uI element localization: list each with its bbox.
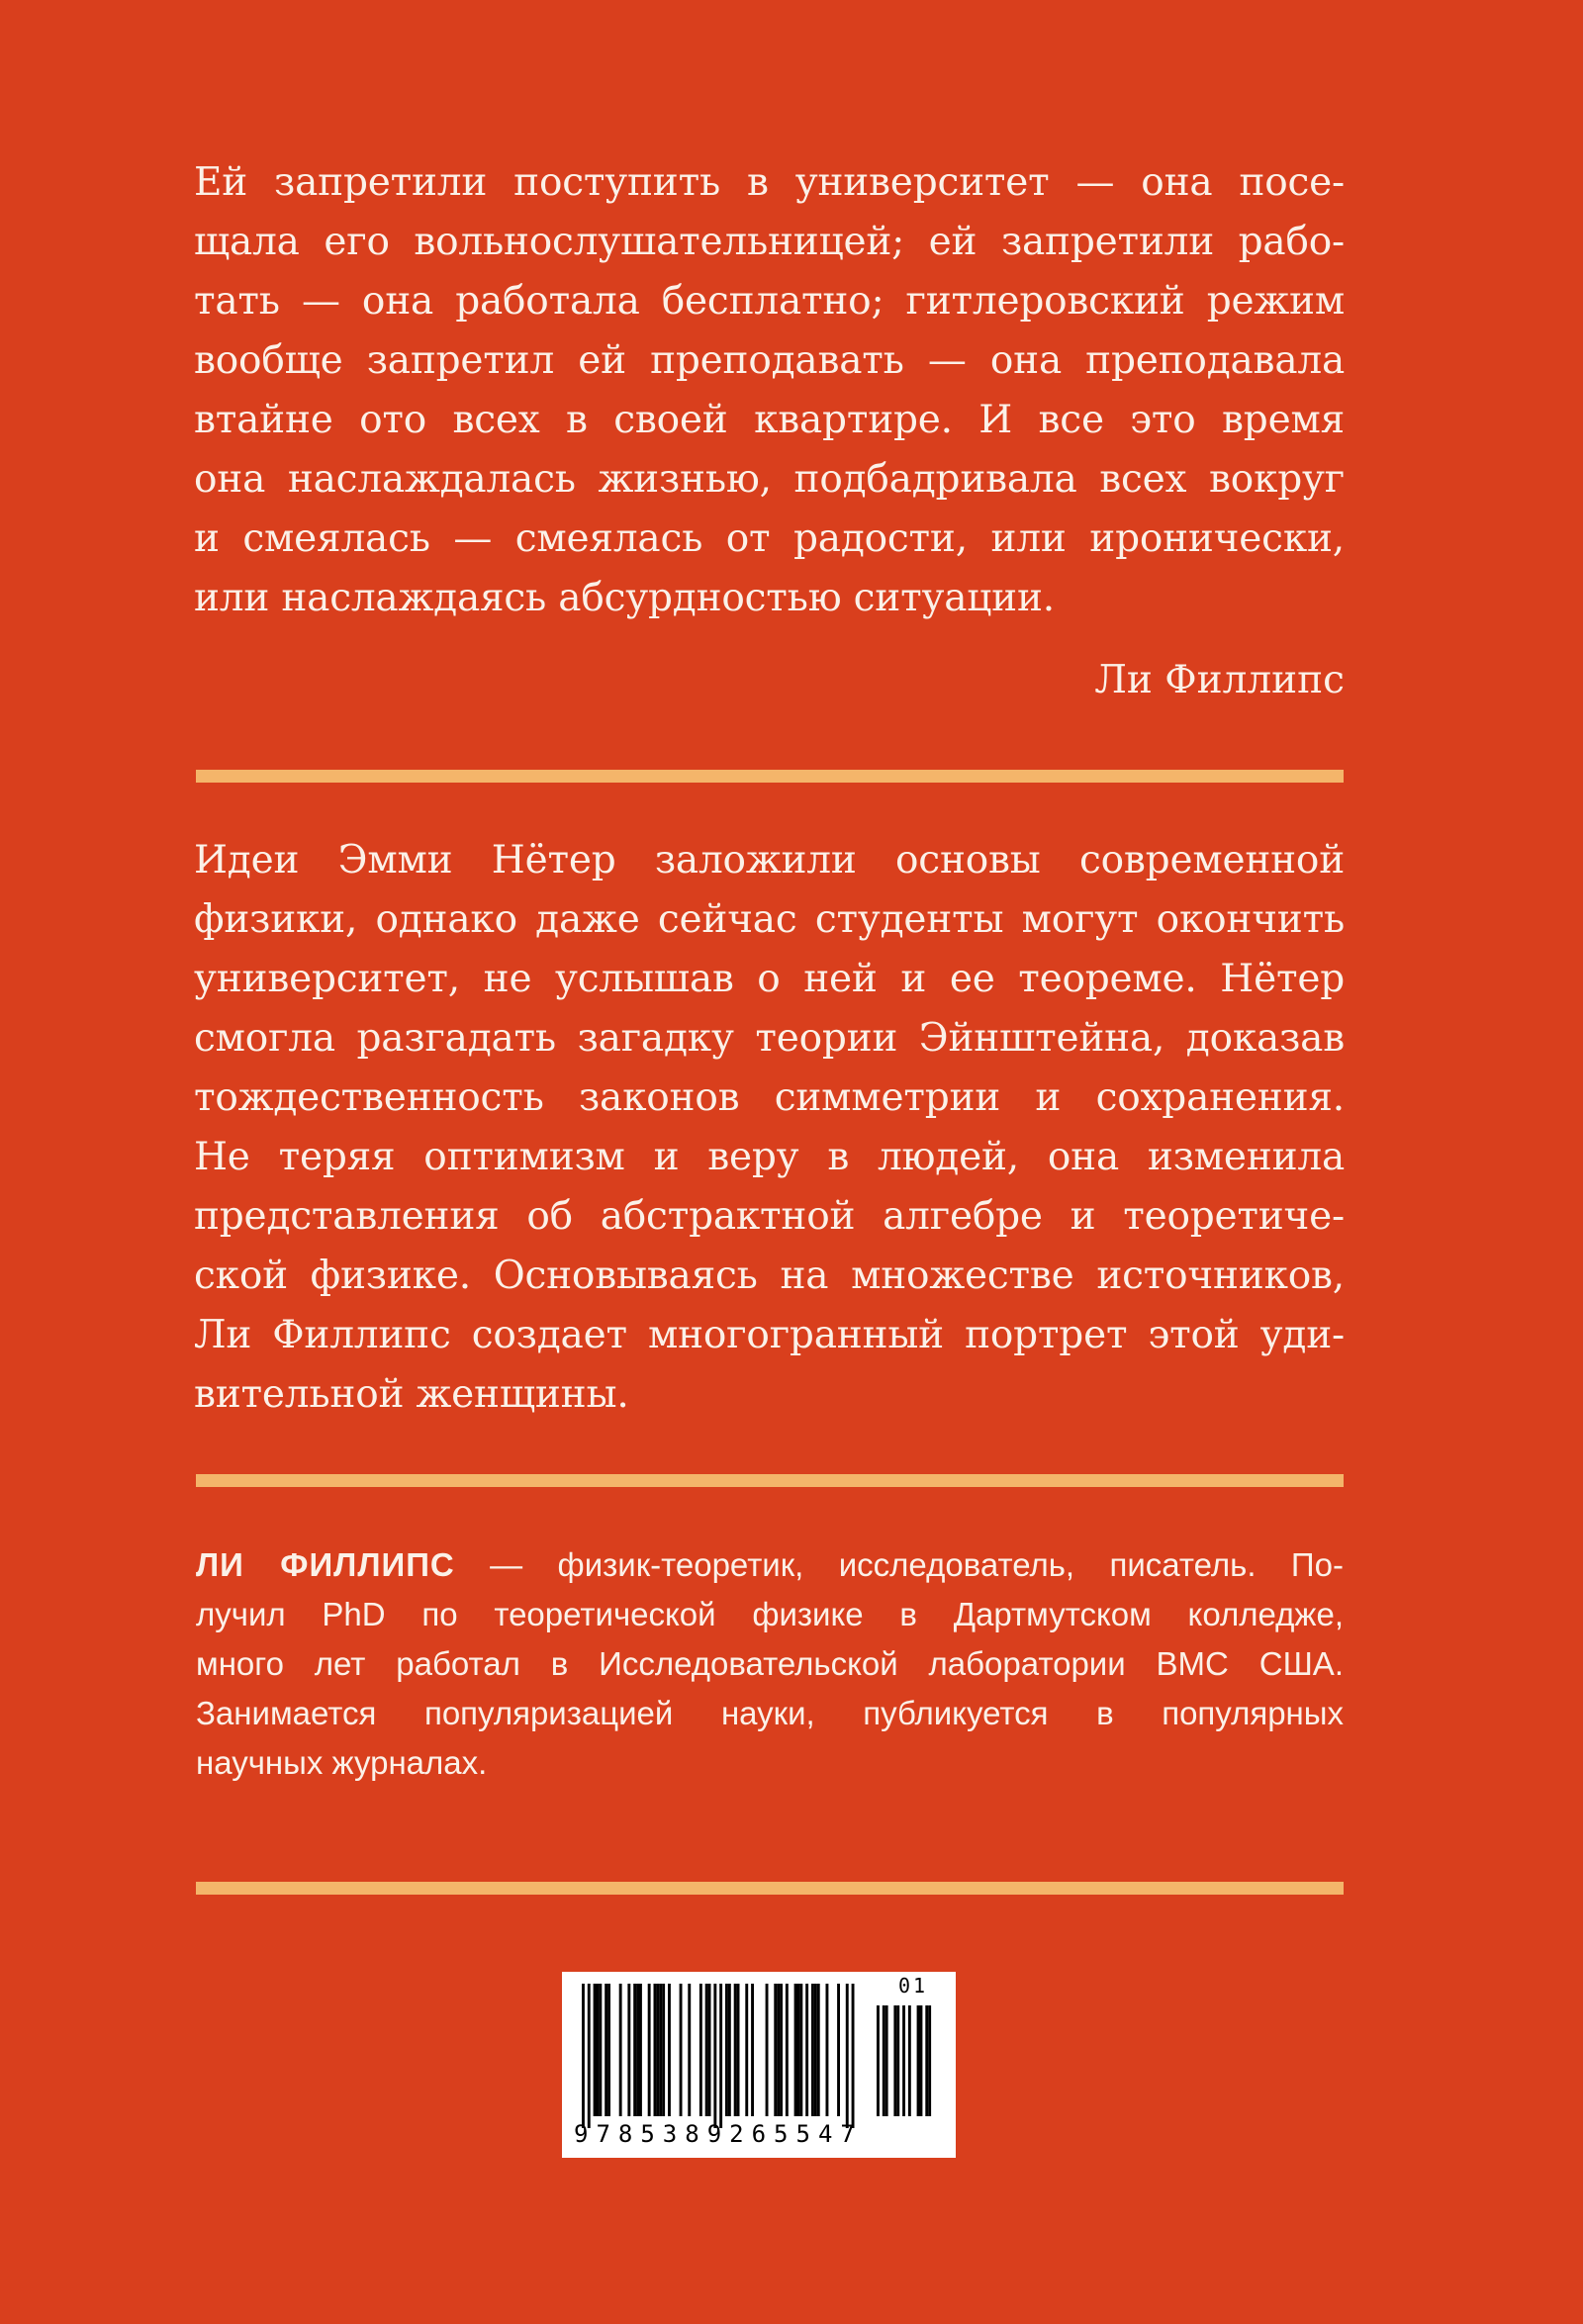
barcode-bar bbox=[780, 1984, 783, 2116]
barcode-bar bbox=[594, 1984, 597, 2116]
barcode-bar bbox=[826, 1984, 829, 2116]
description-line: ской физике. Основываясь на множестве источников, bbox=[194, 1254, 1345, 1298]
barcode-bar bbox=[599, 1984, 602, 2116]
barcode-addon-bar bbox=[896, 2005, 899, 2116]
description-line: физики, однако даже сейчас студенты могут окончить bbox=[194, 897, 1345, 942]
barcode-bar bbox=[852, 1984, 855, 2128]
divider-rule bbox=[196, 1882, 1344, 1895]
bio-line: научных журналах. bbox=[196, 1744, 488, 1781]
barcode-addon-bar bbox=[902, 2005, 905, 2116]
barcode-addon-bar bbox=[893, 2005, 896, 2116]
barcode-bar bbox=[668, 1984, 671, 2116]
barcode-bar bbox=[774, 1984, 777, 2116]
barcode-addon-bar bbox=[928, 2005, 931, 2116]
quote-line: она наслаждалась жизнью, подбадривала всех вокруг bbox=[194, 457, 1345, 502]
description-line: Идеи Эмми Нётер заложили основы современной bbox=[194, 838, 1345, 883]
barcode-bar bbox=[734, 1984, 737, 2116]
author-bio bbox=[196, 1540, 1344, 1788]
book-description bbox=[194, 831, 1345, 1425]
barcode-bar bbox=[737, 1984, 740, 2116]
barcode-bar bbox=[607, 1984, 610, 2116]
barcode-bar bbox=[582, 1984, 585, 2128]
barcode-bar bbox=[725, 1984, 728, 2116]
description-line: университет, не услышав о ней и ее теореме. Нётер bbox=[194, 957, 1345, 1001]
quote-line: щала его вольнослушательницей; ей запретили рабо- bbox=[194, 220, 1345, 264]
description-line: Ли Филлипс создает многогранный портрет этой уди- bbox=[194, 1313, 1345, 1357]
description-line: вительной женщины. bbox=[194, 1372, 629, 1417]
barcode-bar bbox=[728, 1984, 731, 2116]
barcode-bar bbox=[705, 1984, 708, 2116]
author-name: ЛИ ФИЛЛИПС bbox=[196, 1546, 455, 1583]
barcode-addon-bar bbox=[920, 2005, 923, 2116]
barcode-bar bbox=[811, 1984, 814, 2116]
description-line: представления об абстрактной алгебре и теоретиче- bbox=[194, 1194, 1345, 1239]
barcode-bar bbox=[627, 1984, 630, 2116]
isbn-barcode bbox=[562, 1972, 956, 2158]
barcode-bar bbox=[597, 1984, 600, 2116]
barcode-bar bbox=[846, 1984, 849, 2128]
barcode-bar bbox=[777, 1984, 780, 2116]
barcode-addon-bar bbox=[908, 2005, 911, 2116]
quote-line: тать — она работала бесплатно; гитлеровский режим bbox=[194, 279, 1345, 324]
bio-line: лучил PhD по теоретической физике в Дартмутском колледже, bbox=[196, 1596, 1344, 1632]
barcode-bar bbox=[719, 1984, 722, 2128]
divider-rule bbox=[196, 1474, 1344, 1487]
barcode-bar bbox=[805, 1984, 808, 2116]
barcode-bar bbox=[605, 1984, 607, 2116]
bio-line: много лет работал в Исследовательской лаборатории ВМС США. bbox=[196, 1645, 1344, 1682]
quote-author: Ли Филлипс bbox=[1094, 658, 1345, 702]
bio-line: Занимается популяризацией науки, публикуется в популярных bbox=[196, 1695, 1344, 1731]
barcode-bar bbox=[619, 1984, 622, 2116]
barcode-bar bbox=[794, 1984, 797, 2116]
barcode-addon-bar bbox=[925, 2005, 928, 2116]
barcode-bar bbox=[648, 1984, 651, 2116]
barcode-bar bbox=[713, 1984, 716, 2128]
barcode-bar bbox=[699, 1984, 702, 2116]
description-line: смогла разгадать загадку теории Эйнштейна, доказав bbox=[194, 1016, 1345, 1061]
barcode-bar bbox=[786, 1984, 789, 2116]
barcode-bar bbox=[680, 1984, 683, 2116]
description-line: тождественность законов симметрии и сохранения. bbox=[194, 1075, 1345, 1120]
barcode-addon-bar bbox=[885, 2005, 888, 2116]
isbn-number: 9785389265547 bbox=[574, 2120, 863, 2148]
divider-rule bbox=[196, 770, 1344, 783]
barcode-bar bbox=[662, 1984, 665, 2116]
description-line: Не теряя оптимизм и веру в людей, она изменила bbox=[194, 1135, 1345, 1179]
barcode-addon: 01 bbox=[898, 1974, 929, 1998]
barcode-bar bbox=[633, 1984, 636, 2116]
barcode-bar bbox=[654, 1984, 657, 2116]
barcode-addon-bar bbox=[877, 2005, 880, 2116]
quote-line: и смеялась — смеялась от радости, или иронически, bbox=[194, 516, 1345, 561]
barcode-addon-bar bbox=[917, 2005, 920, 2116]
barcode-bar bbox=[639, 1984, 642, 2116]
barcode-bar bbox=[588, 1984, 591, 2128]
barcode-bar bbox=[708, 1984, 711, 2116]
barcode-bar bbox=[688, 1984, 691, 2116]
bio-line: — физик-теоретик, исследователь, писатель. По- bbox=[454, 1546, 1344, 1583]
quote-line: Ей запретили поступить в университет — она посе- bbox=[194, 160, 1345, 205]
barcode-bar bbox=[817, 1984, 820, 2116]
barcode-bar bbox=[751, 1984, 754, 2116]
quote-line: вообще запретил ей преподавать — она преподавала bbox=[194, 338, 1345, 383]
barcode-bar bbox=[636, 1984, 639, 2116]
quote-block bbox=[194, 153, 1345, 628]
barcode-bar bbox=[745, 1984, 748, 2116]
barcode-bar bbox=[659, 1984, 662, 2116]
barcode-bar bbox=[814, 1984, 817, 2116]
barcode-bar bbox=[797, 1984, 800, 2116]
quote-line: втайне ото всех в своей квартире. И все это время bbox=[194, 398, 1345, 442]
barcode-bar bbox=[799, 1984, 802, 2116]
barcode-bar bbox=[766, 1984, 769, 2116]
barcode-addon-bar bbox=[883, 2005, 885, 2116]
barcode-bar bbox=[656, 1984, 659, 2116]
quote-line: или наслаждаясь абсурдностью ситуации. bbox=[194, 576, 1055, 620]
barcode-bar bbox=[837, 1984, 840, 2116]
